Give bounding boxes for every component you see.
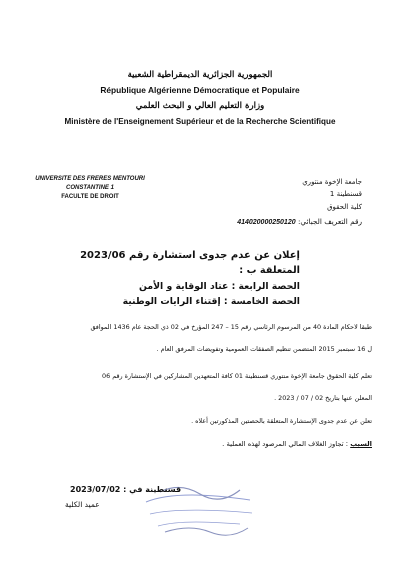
header-ministry-ar: وزارة التعليم العالي و البحث العلمي [135,101,265,111]
reason-label: السبب [350,440,372,448]
dean-title: عميد الكلية [65,500,100,509]
university-city-fr: CONSTANTINE 1 [66,185,114,191]
reason-text: : تجاوز الغلاف المالي المرصود لهذه العملية . [222,440,351,448]
body-paragraph-1: طبقا لاحكام المادة 40 من المرسوم الرئاسي رقم 15 – 247 المؤرخ في 02 ذي الحجة عام 1436 الموافق [90,323,372,331]
announcement-concerned: المتعلقة ب : [239,265,300,276]
faculty-name-fr: FACULTE DE DROIT [61,194,119,200]
tax-id-line [237,217,362,226]
reason-line [222,440,372,448]
body-paragraph-3: تعلم كلية الحقوق جامعة الإخوة منتوري قسنطينة 01 كافة المتعهدين المشاركين في الإستشارة رقم 06 [102,372,372,380]
header-ministry-fr: Ministère de l'Enseignement Supérieur et de la Recherche Scientifique [64,117,336,126]
body-paragraph-2: ل 16 سبتمبر 2015 المتضمن تنظيم الصفقات العمومية وتفويضات المرفق العام . [156,345,372,353]
tax-id-label: رقم التعريف الجبائي: [297,217,362,226]
university-name-fr: UNIVERSITE DES FRERES MENTOURI [35,176,145,182]
header-republic-ar: الجمهورية الجزائرية الديمقراطية الشعبية [127,70,273,80]
lot-five: الحصة الخامسة : إقتناء الرايات الوطنية [122,296,300,307]
university-city-ar: قسنطينة 1 [329,190,362,198]
faculty-name-ar: كلية الحقوق [327,203,362,211]
header-republic-fr: République Algérienne Démocratique et Populaire [100,85,300,95]
university-name-ar: جامعة الإخوة منتوري [302,178,362,186]
signature-date: قسنطينة في : 2023/07/02 [70,485,182,494]
body-paragraph-5: تعلن عن عدم جدوى الإستشارة المتعلقة بالحصتين المذكورتين أعلاه . [191,417,372,425]
body-paragraph-4: المعلن عنها بتاريخ 02 / 07 / 2023 . [274,394,372,402]
announcement-title: إعلان عن عدم جدوى استشارة رقم 2023/06 [80,250,300,261]
tax-id-number: 414020000250120 [237,219,296,226]
lot-four: الحصة الرابعة : عتاد الوقاية و الأمن [139,281,300,292]
